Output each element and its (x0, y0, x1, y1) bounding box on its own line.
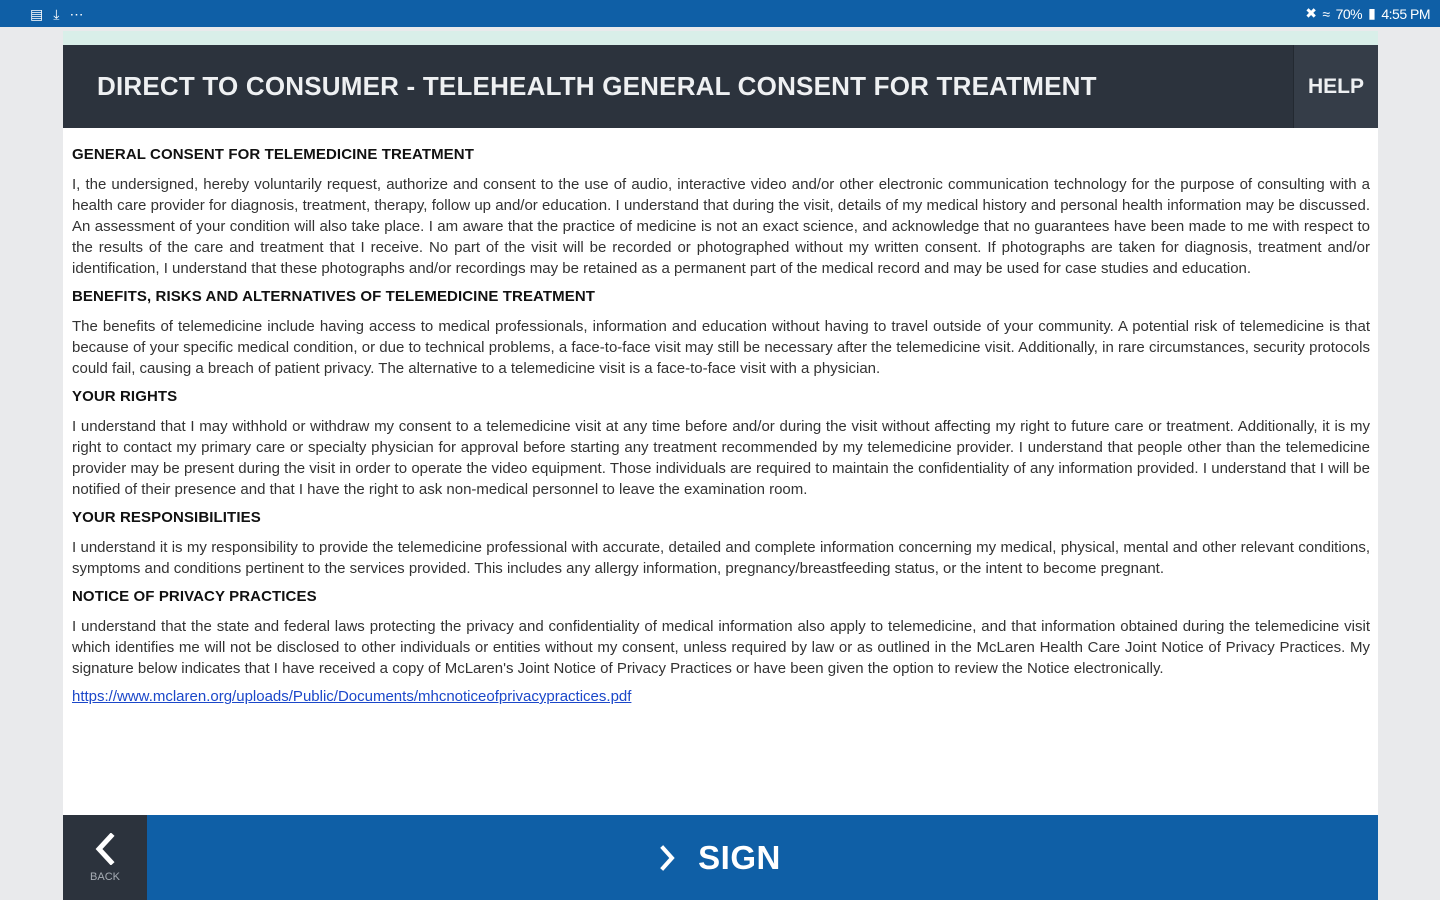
mute-icon: ✖ (1305, 5, 1317, 21)
section-heading: GENERAL CONSENT FOR TELEMEDICINE TREATMENT (72, 146, 474, 163)
chevron-right-icon (660, 845, 676, 871)
clock: 4:55 PM (1381, 5, 1430, 22)
section-body: I understand that the state and federal laws protecting the privacy and confidentiality of medical information also apply to telemedicine, and that information obtained during the telemedicine visit which identifies me will not be disclosed to other individuals or entities without my consent, unless required by law or as outlined in the McLaren Health Care Joint Notice of Privacy Practices. My signature below indicates that I have received a copy of McLaren's Joint Notice of Privacy Practices or have been given the option to review the Notice electronically. (72, 618, 1370, 677)
privacy-practices-link[interactable]: https://www.mclaren.org/uploads/Public/Documents/mhcnoticeofprivacypractices.pdf (72, 688, 632, 705)
consent-section-general (72, 146, 1370, 279)
accent-strip (63, 31, 1378, 45)
battery-icon: ▮ (1368, 5, 1376, 21)
section-body: I understand it is my responsibility to provide the telemedicine professional with accurate, detailed and complete information concerning my medical, physical, mental and other relevant conditions, symptoms and conditions pertinent to the services provided. This includes any allergy information, pregnancy/breastfeeding status, or the intent to become pregnant. (72, 539, 1370, 577)
system-status (1305, 5, 1430, 22)
section-heading: BENEFITS, RISKS AND ALTERNATIVES OF TELEMEDICINE TREATMENT (72, 288, 596, 305)
consent-section-privacy (72, 588, 1370, 679)
chevron-left-icon (94, 833, 116, 865)
section-heading: NOTICE OF PRIVACY PRACTICES (72, 588, 317, 605)
section-body: I understand that I may withhold or withdraw my consent to a telemedicine visit at any time before and/or during the visit without affecting my right to future care or treatment. Additionally, it is my right to contact my primary care or specialty physician for approval before starting any treatment recommended by my telemedicine provider. I understand that people other than the telemedicine provider may be present during the visit in order to operate the video equipment. Those individuals are required to maintain the confidentiality of any information provided. I understand that I will be notified of their presence and that I have the right to ask non-medical personnel to leave the examination room. (72, 418, 1370, 498)
page-title: DIRECT TO CONSUMER - TELEHEALTH GENERAL CONSENT FOR TREATMENT (97, 71, 1097, 101)
help-button[interactable]: HELP (1293, 45, 1378, 128)
consent-section-benefits (72, 288, 1370, 379)
sign-label: SIGN (698, 838, 781, 876)
bottom-action-bar (63, 815, 1378, 900)
notification-icons (30, 7, 83, 21)
battery-percent: 70% (1335, 5, 1363, 22)
consent-document[interactable] (63, 128, 1378, 815)
consent-section-responsibilities (72, 509, 1370, 579)
download-notification-icon: ⤓ (53, 5, 60, 22)
section-heading: YOUR RIGHTS (72, 388, 178, 405)
status-bar (0, 0, 1440, 27)
consent-section-rights (72, 388, 1370, 500)
section-body: The benefits of telemedicine include having access to medical professionals, information and education without having to travel outside of your community. A potential risk of telemedicine is that because of your specific medical condition, or due to technical problems, a face-to-face visit may still be necessary after the telemedicine visit. Additionally, in rare circumstances, security protocols could fail, causing a breach of patient privacy. The alternative to a telemedicine visit is a face-to-face visit with a physician. (72, 318, 1370, 377)
page-header (63, 45, 1378, 128)
back-button[interactable] (63, 815, 147, 900)
section-body: I, the undersigned, hereby voluntarily request, authorize and consent to the use of audio, interactive video and/or other electronic communication technology for the purpose of consulting with a health care provider for diagnosis, treatment, therapy, follow up and/or education. I understand that during the visit, details of my medical history and personal health information may be discussed. An assessment of your condition will also take place. I am aware that the practice of medicine is not an exact science, and acknowledge that no guarantees have been made to me with respect to the results of the care and treatment that I receive. No part of the visit will be recorded or photographed without my written consent. If photographs are taken for diagnosis, treatment and/or identification, I understand that these photographs and/or recordings may be retained as a permanent part of the medical record and may be used for case studies and education. (72, 176, 1370, 277)
back-label: BACK (90, 870, 120, 883)
sign-button[interactable] (147, 815, 1378, 900)
gallery-notification-icon: ▤ (30, 5, 44, 22)
section-heading: YOUR RESPONSIBILITIES (72, 509, 261, 526)
wifi-icon: ≈ (1322, 5, 1330, 22)
more-notifications-icon: ⋯ (69, 5, 84, 22)
